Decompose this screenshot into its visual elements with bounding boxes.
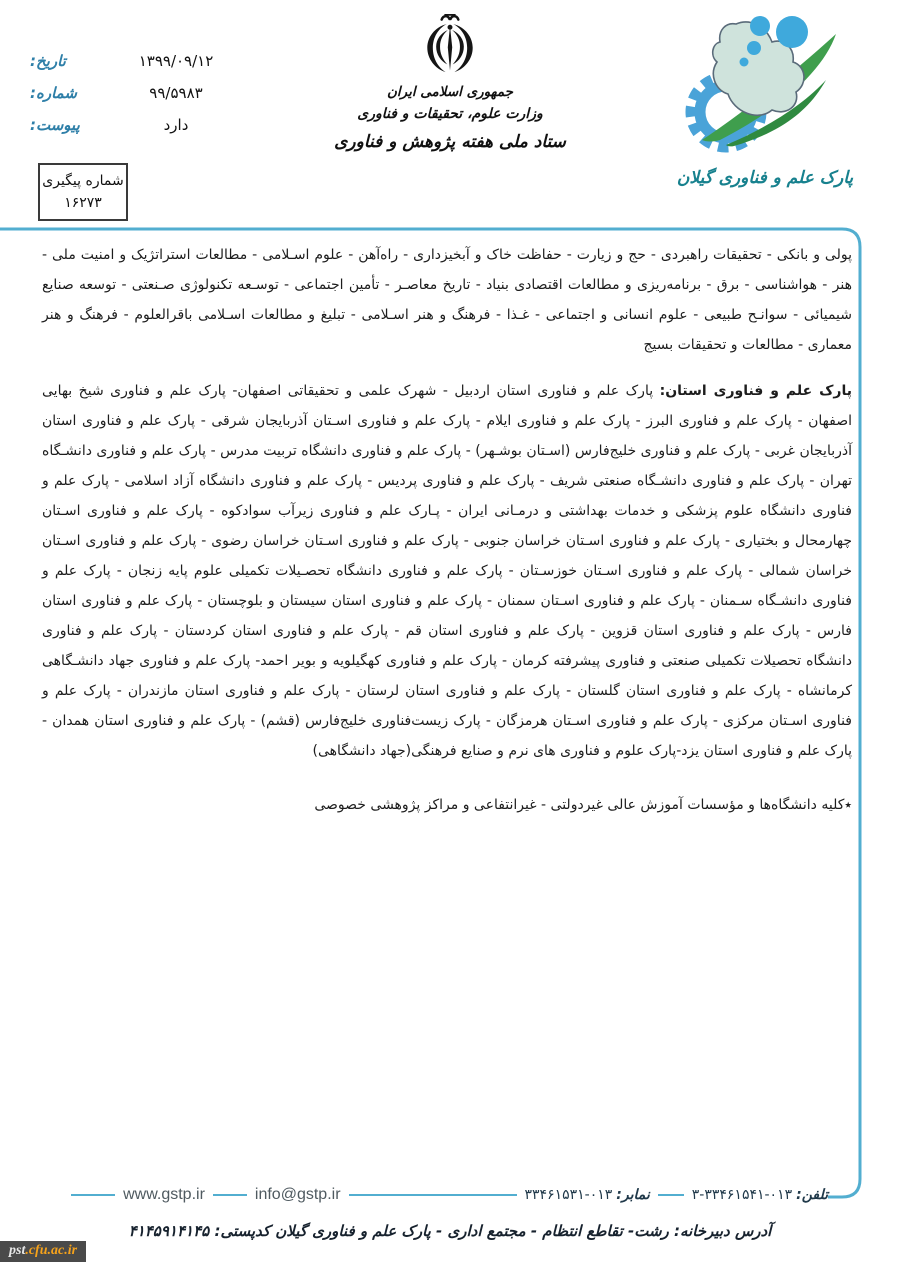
gilan-park-logo-caption: پارک علم و فناوری گیلان <box>676 168 854 188</box>
divider-dash <box>349 1194 517 1196</box>
website-text: www.gstp.ir <box>123 1186 205 1203</box>
email-text: info@gstp.ir <box>254 1186 341 1203</box>
tracking-number-box <box>38 163 128 221</box>
country-title: جمهوری اسلامی ایران <box>386 84 514 100</box>
phone-value: ۳-۳۳۴۶۱۵۴۱-۰۱۳ <box>691 1187 793 1203</box>
research-institutes-paragraph: پولی و بانکی - تحقیقات راهبردی - حج و زیارت - حفاظت خاک و آبخیزداری - راه‌آهن - علوم اسـلامی - مطالعات استراتژیک و امنیت ملی - هنر - هواشناسی - برق - برنامه‌ریزی و مطالعات اقتصادی بنیاد - تاریخ معاصـر - تأمین اجتماعی - توسـعه تکنولوژی صـنعتی - توسعه صنایع شیمیائی - سوانـح طبیعی - علوم انسانی و اجتماعی - غـذا - فرهنگ و هنر اسـلامی - تبلیغ و مطالعات اسـلامی باقرالعلوم - فرهنگ و هنر معماری - مطالعات و تحقیقات بسیج <box>42 247 852 353</box>
watermark-badge <box>0 1241 86 1262</box>
fax-value: ۳۳۴۶۱۵۳۱-۰۱۳ <box>524 1187 613 1203</box>
attachment-value: دارد <box>163 116 189 134</box>
watermark-suffix: .cfu.ac.ir <box>25 1243 78 1258</box>
letter-body <box>42 240 852 820</box>
science-parks-list: پارک علم و فناوری استان اردبیل - شهرک علمی و تحقیقاتی اصفهان- پارک علم و فناوری شیخ بهایی اصفهان - پارک علم و فناوری البرز - پارک علم و فناوری ایلام - پارک علم و فناوری اسـتان آذربایجان شرقی - پارک علم و فناوری استان آذربایجان غربی - پارک علم و فناوری خلیج‌فارس (اسـتان بوشـهر) - پارک علم و فناوری دانشگاه تربیت مدرس - پارک علم و فناوری دانشـگاه تهران - پارک علم و فناوری دانشـگاه صنعتی شریف - پارک علم و فناوری پردیس - پارک علم و فناوری دانشگاه آزاد اسلامی - پارک علم و فناوری دانشگاه علوم پزشکی و خدمات بهداشتی و درمـانی ایران - پـارک علم و فناوری زیرآب سوادکوه - پارک علم و فناوری اسـتان چهارمحال و بختیاری - پارک علم و فناوری اسـتان خراسان جنوبی - پارک علم و فناوری اسـتان خراسان رضوی - پارک علم و فناوری اسـتان خراسان شمالی - پارک علم و فناوری اسـتان خوزسـتان - پارک علم و فناوری دانشگاه تحصـیلات تکمیلی علوم پایه زنجان - پارک علم و فناوری دانشـگاه سـمنان - پارک علم و فناوری اسـتان سمنان - پارک علم و فناوری استان سیستان و بلوچستان - پارک علم و فناوری استان فارس - پارک علم و فناوری استان قزوین - پارک علم و فناوری استان قم - پارک علم و فناوری استان کردستان - پارک علم و فناوری دانشگاه تحصیلات تکمیلی صنعتی و فناوری پیشرفته کرمان - پارک علم و فناوری کهگیلویه و بویر احمد- پارک علم و فناوری جهاد دانشـگاهی کرمانشاه - پارک علم و فناوری استان گلستان - پارک علم و فناوری استان لرستان - پارک علم و فناوری استان مازندران - پارک علم و فناوری اسـتان مرکزی - پارک علم و فناوری اسـتان هرمزگان - پارک زیست‌فناوری خلیج‌فارس (قشم) - پارک علم و فناوری استان همدان - پارک علم و فناوری استان یزد-پارک علوم و فناوری های نرم و صنایع فرهنگی(جهاد دانشگاهی) <box>42 383 852 759</box>
footer-address: آدرس دبیرخانه: رشت- تقاطع انتظام - مجتمع اداری - پارک علم و فناوری گیلان کدپستی: ۴۱۴۵۹۱۴۱۴۵ <box>128 1222 772 1240</box>
footnote-universities: ٭کلیه دانشگاه‌ها و مؤسسات آموزش عالی غیردولتی - غیرانتفاعی و مراکز پژوهشی خصوصی <box>314 797 852 813</box>
gilan-park-logo <box>665 12 865 188</box>
meta-number-row <box>30 84 260 102</box>
science-parks-paragraph <box>42 376 852 766</box>
iran-emblem-icon <box>422 14 478 76</box>
meta-attachment-row <box>30 116 260 134</box>
watermark-prefix: pst <box>9 1243 26 1258</box>
number-label: شماره: <box>30 84 77 102</box>
letterhead-center <box>330 14 570 152</box>
gilan-park-logo-icon <box>674 12 856 162</box>
fax-label: نمابر: <box>616 1187 650 1203</box>
divider-dash <box>658 1194 684 1196</box>
footer-contact-row <box>0 1186 828 1204</box>
tracking-value: ۱۶۲۷۳ <box>64 195 102 211</box>
number-value: ۹۹/۵۹۸۳ <box>149 84 203 102</box>
letter-meta <box>30 52 260 148</box>
date-value: ۱۳۹۹/۰۹/۱۲ <box>138 52 214 70</box>
meta-date-row <box>30 52 260 70</box>
tracking-label: شماره پیگیری <box>42 172 124 189</box>
divider-dash <box>213 1194 247 1196</box>
date-label: تاریخ: <box>30 52 66 70</box>
science-parks-lead: پارک علم و فناوری استان: <box>659 383 852 399</box>
phone-label: تلفن: <box>796 1187 828 1203</box>
research-week-hq-title: ستاد ملی هفته پژوهش و فناوری <box>334 132 566 152</box>
divider-dash <box>71 1194 115 1196</box>
attachment-label: پیوست: <box>30 116 80 134</box>
ministry-title: وزارت علوم، تحقیقات و فناوری <box>357 106 543 122</box>
